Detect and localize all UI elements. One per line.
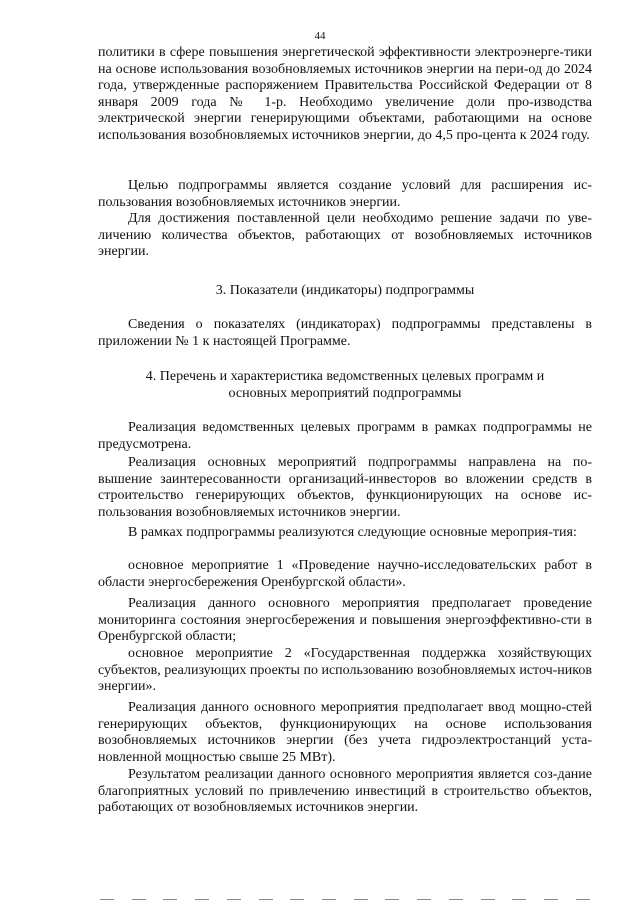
list-item-measure-2: основное мероприятие 2 «Государственная поддержка хозяйствующих субъектов, реализующих проекты по использованию возобновляемых источ-ников энергии». xyxy=(98,646,592,695)
section-4-heading-line-1: 4. Перечень и характеристика ведомственных целевых программ и xyxy=(145,369,545,384)
paragraph-goal: Целью подпрограммы является создание условий для расширения ис-пользования возобновляемых источников энергии. xyxy=(98,178,592,210)
page-number: 44 xyxy=(314,30,326,42)
paragraph-task: Для достижения поставленной цели необходимо решение задачи по уве-личению количества объектов, работающих от возобновляемых источников энергии. xyxy=(98,211,592,260)
paragraph-measure-2-description: Реализация данного основного мероприятия предполагает ввод мощно-стей генерирующих объектов, функционирующих на основе использования возобновляемых источников энергии (без учета гидроэлектростанций уста-новленной мощностью свыше 25 МВт). xyxy=(98,700,592,765)
section-4-heading-line-2: основных мероприятий подпрограммы xyxy=(228,386,462,401)
paragraph-measure-1-description: Реализация данного основного мероприятия предполагает проведение мониторинга состояния энергосбережения и повышения энергоэффективно-сти в Оренбургской области; xyxy=(98,596,592,645)
paragraph-departmental-programs: Реализация ведомственных целевых программ в рамках подпрограммы не предусмотрена. xyxy=(98,420,592,452)
paragraph-main-measures-purpose: Реализация основных мероприятий подпрограммы направлена на по-вышение заинтересованности организаций-инвесторов во вложении средств в строительство генерирующих объектов, функционирующих на основе ис-пользования возобновляемых источников энергии. xyxy=(98,455,592,520)
paragraph-main-measures-intro: В рамках подпрограммы реализуются следующие основные мероприя-тия: xyxy=(128,525,577,540)
scan-edge-marks xyxy=(100,896,590,902)
section-3-heading: 3. Показатели (индикаторы) подпрограммы xyxy=(215,283,475,298)
paragraph-indicators: Сведения о показателях (индикаторах) подпрограммы представлены в приложении № 1 к настоящей Программе. xyxy=(98,317,592,349)
list-item-measure-1: основное мероприятие 1 «Проведение научно-исследовательских работ в области энергосбережения Оренбургской области». xyxy=(98,558,592,590)
paragraph-result: Результатом реализации данного основного мероприятия является соз-дание благоприятных условий по привлечению инвестиций в строительство объектов, работающих от возобновляемых источников энергии. xyxy=(98,767,592,816)
paragraph-intro: политики в сфере повышения энергетической эффективности электроэнерге-тики на основе использования возобновляемых источников энергии на пери-од до 2024 года, утвержденные распоряжением Правительства Российской Федерации от 8 января 2009 года № 1-р. Необходимо увеличение доли про-изводства электрической энергии генерирующими объектами, работающими на основе использования возобновляемых источников энергии, до 4,5 про-цента к 2024 году. xyxy=(98,45,592,143)
